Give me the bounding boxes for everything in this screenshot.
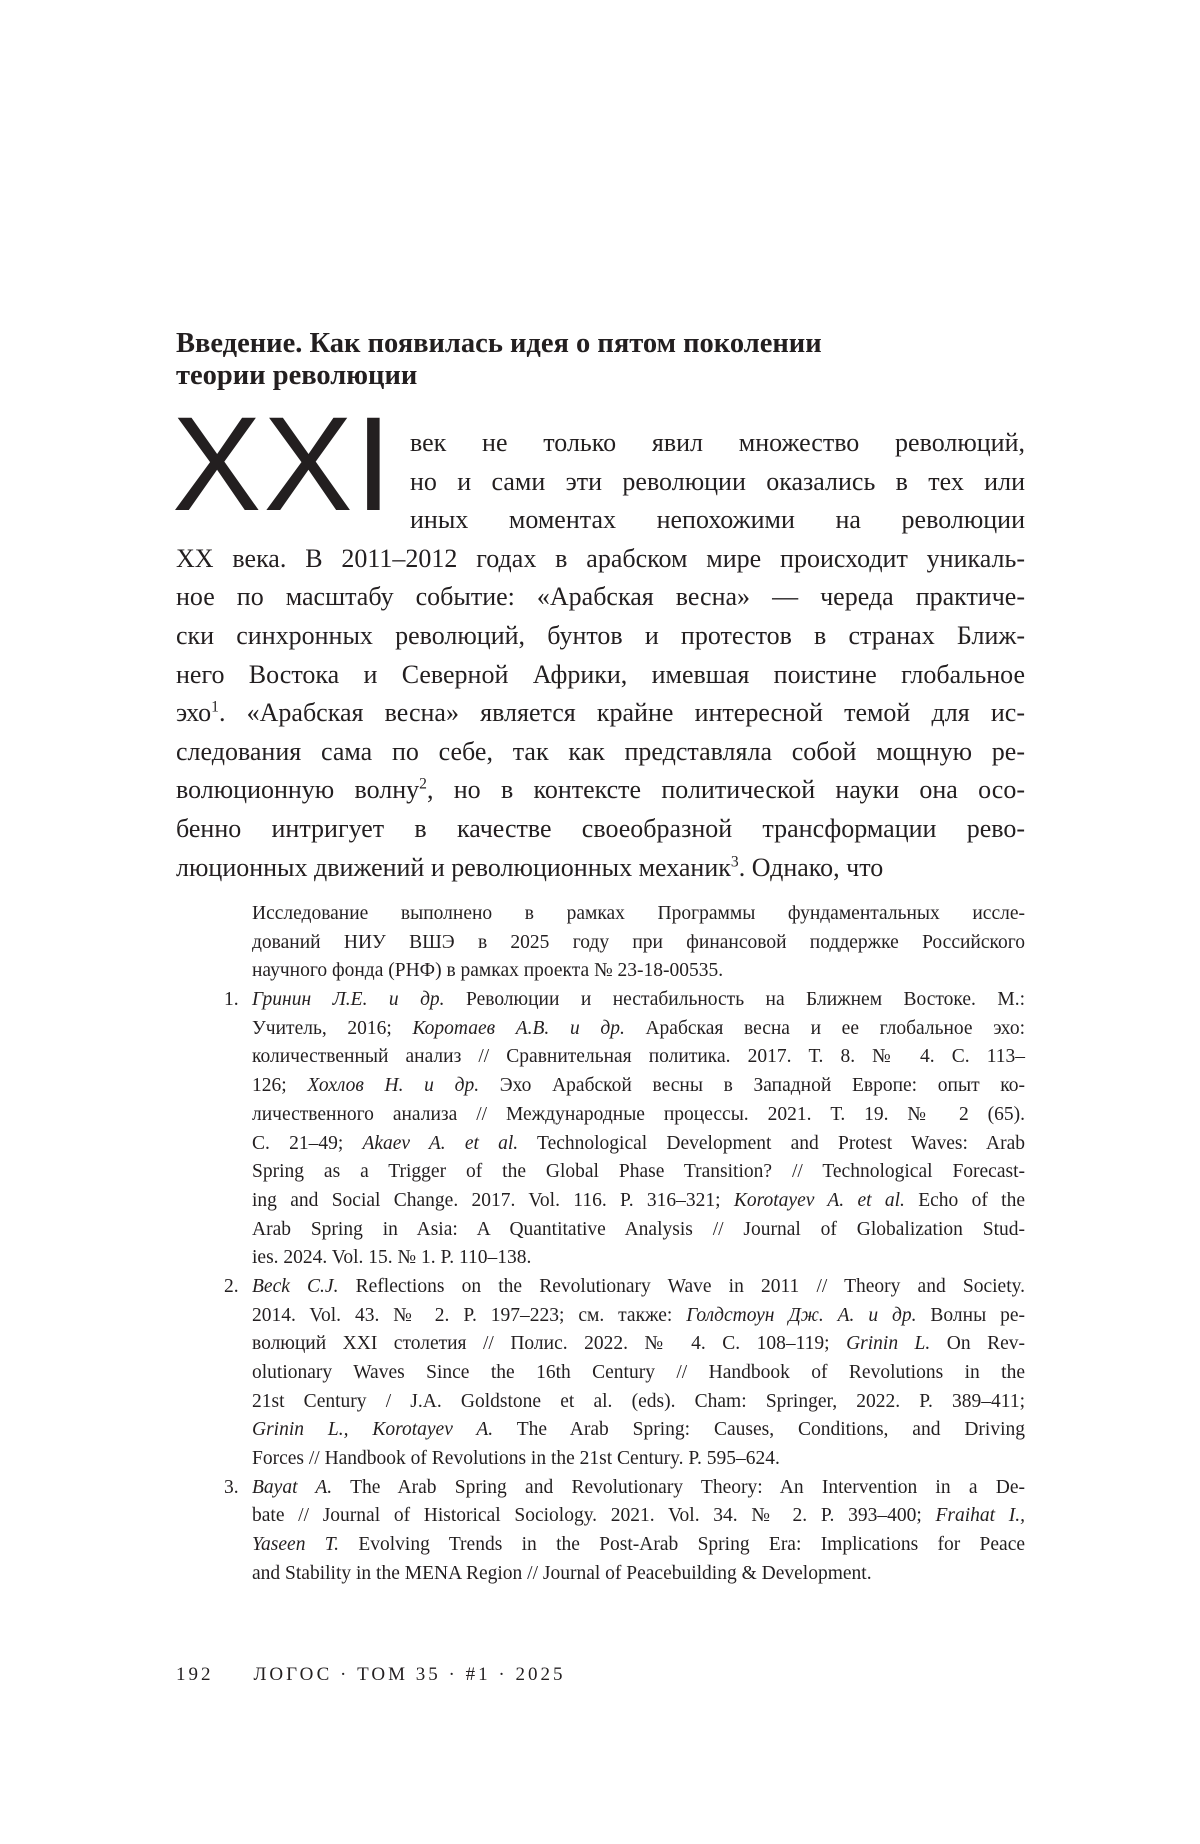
author-name: Grinin L.: [846, 1333, 931, 1355]
heading-line: теории революции: [176, 360, 418, 391]
author-name: Korotayev A. et al.: [733, 1189, 905, 1211]
text-segment: волюций XXI столетия // Полис. 2022. № 4. С. 108–119;: [252, 1333, 847, 1355]
text-segment: Учитель, 2016;: [252, 1017, 413, 1039]
text-segment: ies. 2024. Vol. 15. № 1. P. 110–138.: [252, 1247, 532, 1269]
text-segment: 21st Century / J.A. Goldstone et al. (eds). Cham: Springer, 2022. P. 389–411;: [252, 1390, 1025, 1412]
text-segment: век не только явил множество революций,: [410, 428, 1025, 457]
body-line: [176, 733, 1025, 772]
footnote-line: [252, 1388, 1025, 1417]
text-segment: bate // Journal of Historical Sociology. 2021. Vol. 34. № 2. P. 393–400;: [252, 1505, 936, 1527]
text-segment: Эхо Арабской весны в Западной Европе: опыт ко-: [479, 1075, 1026, 1097]
text-segment: люционных движений и революционных механик: [176, 852, 731, 882]
author-name: Beck C.J.: [252, 1275, 339, 1297]
text-segment: Technological Development and Protest Waves: Arab: [518, 1132, 1025, 1154]
text-segment: On Rev-: [930, 1333, 1025, 1355]
text-segment: С. 21–49;: [252, 1132, 363, 1154]
text-segment: ски синхронных революций, бунтов и протестов в странах Ближ-: [176, 620, 1025, 650]
footnote-ref[interactable]: 3: [730, 853, 739, 871]
footnote-line: [252, 1502, 1025, 1531]
footnote: [224, 1474, 1025, 1589]
author-name: Хохлов Н. и др.: [307, 1075, 480, 1097]
text-segment: волюционную волну: [176, 775, 420, 805]
footnote-ref[interactable]: 1: [211, 698, 219, 716]
footnote-line: [252, 1445, 1025, 1474]
funding-note: [252, 900, 1025, 986]
author-name: Гринин Л.Е. и др.: [252, 989, 445, 1011]
text-segment: . «Арабская весна» является крайне интересной темой для ис-: [218, 698, 1025, 728]
body-line: [410, 501, 1025, 540]
author-name: Голдстоун Дж. А. и др.: [686, 1304, 917, 1326]
page-footer: [176, 1664, 565, 1686]
drop-cap: XXI: [172, 390, 394, 539]
text-segment: The Arab Spring: Causes, Conditions, and Driving: [493, 1419, 1025, 1441]
footnote-line: [252, 1015, 1025, 1044]
text-segment: Арабская весна и ее глобальное эхо:: [624, 1017, 1025, 1039]
footnote-line: [252, 929, 1025, 958]
text-segment: Arab Spring in Asia: A Quantitative Analysis // Journal of Globalization Stud-: [252, 1218, 1025, 1240]
body-line: [176, 656, 1025, 695]
author-name: Akaev A. et al.: [362, 1132, 519, 1154]
text-segment: olutionary Waves Since the 16th Century // Handbook of Revolutions in the: [252, 1362, 1025, 1383]
text-segment: XX века. В 2011–2012 годах в арабском мире происходит уникаль-: [176, 543, 1025, 573]
footnote-line: [252, 1330, 1025, 1359]
page-number: 192: [176, 1664, 214, 1685]
text-segment: бенно интригует в качестве своеобразной трансформации рево-: [176, 813, 1025, 843]
footnote-line: [252, 1072, 1025, 1101]
author-name: Fraihat I.,: [935, 1505, 1025, 1527]
text-segment: но и сами эти революции оказались в тех или: [410, 466, 1025, 496]
footnote-line: [224, 986, 1025, 1015]
body-line: [176, 617, 1025, 656]
footnote-number: 3.: [224, 1476, 239, 1498]
text-segment: личественного анализа // Международные процессы. 2021. Т. 19. № 2 (65).: [252, 1103, 1025, 1125]
text-segment: The Arab Spring and Revolutionary Theory: An Intervention in a De-: [332, 1476, 1025, 1498]
text-segment: иных моментах непохожими на революции: [410, 505, 1025, 535]
body-line: [410, 463, 1025, 502]
text-segment: 2014. Vol. 43. № 2. P. 197–223; см. также:: [252, 1304, 687, 1326]
footnote-line: [252, 1158, 1025, 1187]
text-segment: количественный анализ // Сравнительная политика. 2017. Т. 8. № 4. С. 113–: [252, 1046, 1025, 1068]
footnote: [224, 986, 1026, 1273]
author-name: Yaseen T.: [252, 1534, 340, 1556]
author-name: Bayat A.: [252, 1476, 333, 1498]
body-line: [176, 694, 1025, 733]
footnote-line: [252, 1101, 1025, 1130]
text-segment: 126;: [252, 1075, 308, 1097]
text-segment: and Stability in the MENA Region // Journal of Peacebuilding & Development.: [252, 1562, 872, 1584]
body-line: [176, 849, 1025, 888]
footnote-line: [252, 900, 1025, 929]
footnote-line: [224, 1273, 1025, 1302]
text-segment: Исследование выполнено в рамках Программы фундаментальных иссле-: [252, 903, 1025, 924]
author-name: Коротаев А.В. и др.: [412, 1017, 625, 1039]
footnote-line: [252, 1244, 1025, 1273]
footnote-line: [252, 1043, 1025, 1072]
footnote-line: [252, 1187, 1025, 1216]
body-line: [176, 540, 1025, 579]
text-segment: дований НИУ ВШЭ в 2025 году при финансовой поддержке Российского: [252, 931, 1025, 953]
body-line: [176, 578, 1025, 617]
text-segment: . Однако, что: [738, 852, 884, 882]
body-text: [176, 424, 1025, 887]
text-segment: ing and Social Change. 2017. Vol. 116. P. 316–321;: [252, 1189, 734, 1211]
text-segment: Echo of the: [904, 1189, 1025, 1211]
body-line: [176, 810, 1025, 849]
text-segment: эхо: [176, 698, 212, 728]
text-segment: него Востока и Северной Африки, имевшая поистине глобальное: [176, 659, 1025, 689]
footnote-line: [224, 1474, 1025, 1503]
footnote-line: [252, 957, 1025, 986]
text-segment: , но в контексте политической науки она осо-: [426, 775, 1025, 805]
text-segment: научного фонда (РНФ) в рамках проекта № 23-18-00535.: [252, 960, 724, 982]
footnote: [224, 1273, 1025, 1474]
journal-issue: ЛОГОС · ТОМ 35 · #1 · 2025: [253, 1664, 566, 1685]
text-segment: Reflections on the Revolutionary Wave in 2011 // Theory and Society.: [338, 1275, 1025, 1297]
footnote-line: [252, 1130, 1025, 1159]
body-line: [410, 424, 1025, 463]
footnote-line: [252, 1302, 1025, 1331]
footnote-number: 2.: [224, 1275, 239, 1297]
section-heading: [176, 328, 1036, 392]
author-name: Grinin L., Korotayev A.: [252, 1419, 494, 1441]
footnote-line: [252, 1560, 1025, 1589]
heading-line: Введение. Как появилась идея о пятом поколении: [176, 328, 822, 359]
text-segment: Революции и нестабильность на Ближнем Востоке. М.:: [444, 989, 1025, 1011]
body-line: [176, 771, 1025, 810]
text-segment: следования сама по себе, так как представляла собой мощную ре-: [176, 736, 1025, 766]
text-segment: Forces // Handbook of Revolutions in the 21st Century. P. 595–624.: [252, 1448, 780, 1470]
footnote-number: 1.: [224, 989, 239, 1011]
text-segment: ное по масштабу событие: «Арабская весна» — череда практиче-: [176, 582, 1025, 612]
text-segment: Spring as a Trigger of the Global Phase Transition? // Technological Forecast-: [252, 1161, 1025, 1183]
footnotes: [224, 900, 1026, 1589]
footnote-line: [252, 1359, 1025, 1388]
footnote-line: [252, 1531, 1025, 1560]
footnote-line: [252, 1416, 1025, 1445]
text-segment: Волны ре-: [916, 1304, 1025, 1326]
text-segment: Evolving Trends in the Post-Arab Spring Era: Implications for Peace: [339, 1534, 1025, 1556]
footnote-line: [252, 1216, 1025, 1245]
footnote-ref[interactable]: 2: [419, 775, 427, 793]
